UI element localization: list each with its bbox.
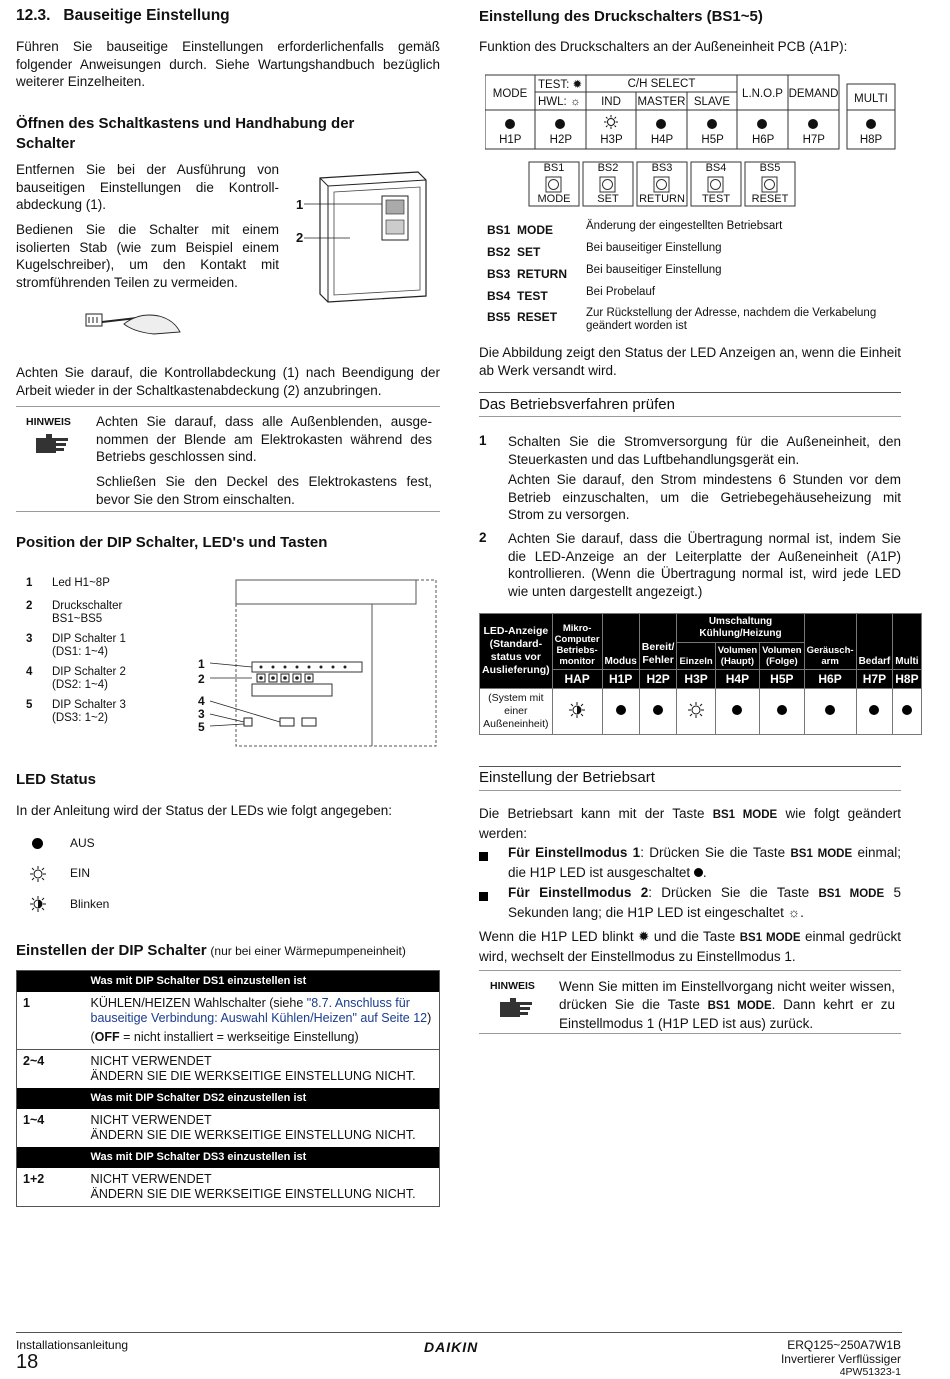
switch-label-demand: DEMAND [788, 88, 839, 100]
led-header-vol-folge: Volumen (Folge) [760, 643, 804, 670]
cross-reference-link[interactable]: "8.7. Anschluss für bauseitige Verbindung: Auswahl Kühlen/Heizen" auf Seite 12 [90, 996, 428, 1025]
led-row-label: (System mit einer Außeneinheit) [480, 689, 553, 735]
intro-paragraph: Führen Sie bauseitige Einstellungen erforderlichenfalls gemäß folgender Anweisungen durch. Siehe Wartungshandbuch bezüglich weiterer Einzelheiten. [16, 39, 440, 89]
list-item [487, 220, 901, 237]
heading-position: Position der DIP Schalter, LED's und Tasten [16, 534, 328, 551]
board-label: 5 [198, 720, 205, 734]
list-item [26, 600, 206, 626]
step-2-text: Achten Sie darauf, dass die Übertragung normal ist, indem Sie die LED-Anzeige an der Leiterplatte der Außeneinheit (A1P) kontrollieren. (Wenn die Übertragung normal ist, wird jede LED wie unten dargestellt angezeigt.) [508, 531, 901, 599]
heading-dip [16, 942, 440, 959]
table-row [17, 1168, 440, 1207]
dip-header-ds1: Was mit DIP Schalter DS1 einzustellen ist [85, 971, 440, 993]
led-off-icon [639, 689, 677, 735]
bs-button-row [529, 162, 799, 208]
switch-label-master: MASTER [637, 96, 686, 108]
led-off-icon [760, 689, 804, 735]
led-header-mikro: Mikro-Computer Betriebs-monitor [552, 614, 602, 670]
push-button-label: BS1 [543, 162, 565, 174]
led-code-h8p: H8P [859, 134, 883, 146]
board-label: 2 [198, 672, 205, 686]
switch-label-chselect: C/H SELECT [627, 78, 696, 90]
button-description: Bei bauseitiger Einstellung [586, 264, 722, 276]
button-key: BS5 RESET [487, 310, 558, 324]
led-code: H1P [499, 134, 522, 146]
button-description: Zur Rückstellung der Adresse, nachdem die Verkabelung geändert worden ist [586, 307, 877, 332]
list-item [26, 699, 206, 725]
open-paragraph-2: Bedienen Sie die Schalter mit einem isolierten Stab (wie zum Beispiel einem Kugelschreiber), um den Kontakt mit stromführenden Teilen zu vermeiden. [16, 222, 279, 290]
list-text: Led H1~8P [52, 577, 110, 589]
position-list [26, 577, 206, 732]
push-button-label: SET [597, 193, 619, 205]
divider [479, 416, 901, 417]
led-blink-icon: ✹ [572, 79, 583, 91]
heading-druckschalter: Einstellung des Druckschalters (BS1~5) [479, 8, 763, 25]
heading-betriebsart: Einstellung der Betriebsart [479, 769, 655, 786]
step-number: 1 [479, 433, 487, 448]
bs-after-paragraph: Die Abbildung zeigt den Status der LED Anzeigen an, wenn die Einheit ab Werk versandt wird. [479, 345, 901, 378]
divider [16, 406, 440, 407]
led-code-row [485, 134, 839, 146]
dip-description: NICHT VERWENDET ÄNDERN SIE DIE WERKSEITIGE EINSTELLUNG NICHT. [85, 1050, 440, 1089]
heading-pruefen: Das Betriebsverfahren prüfen [479, 396, 675, 413]
footer-doc-type: Installationsanleitung [16, 1338, 129, 1352]
button-key: BS3 RETURN [487, 267, 568, 281]
bullet-icon [479, 849, 488, 864]
led-off-icon [856, 689, 893, 735]
table-row [17, 1050, 440, 1089]
dip-description: NICHT VERWENDET ÄNDERN SIE DIE WERKSEITIGE EINSTELLUNG NICHT. [90, 1172, 416, 1201]
led-off-icon [694, 868, 703, 877]
section-number: 12.3. [16, 7, 51, 24]
led-header-bereit: Bereit/ Fehler [639, 614, 677, 670]
betriebsart-bullet-2: Für Einstellmodus 2: Drücken Sie die Taste BS1 MODE 5 Sekunden lang; die H1P LED ist eingeschaltet ☼. [508, 885, 901, 920]
board-diagram [196, 578, 440, 748]
list-item [26, 577, 206, 590]
switch-label-multi: MULTI [854, 93, 888, 105]
led-on-icon: ☼ [787, 904, 801, 920]
dip-table-header [17, 1088, 440, 1109]
footer-doc-id: 4PW51323-1 [839, 1366, 901, 1378]
led-header-group: Umschaltung Kühlung/Heizung [677, 614, 804, 643]
led-off-icon [32, 837, 43, 852]
led-off-icon [893, 689, 921, 735]
led-on-icon: ☼ [569, 96, 581, 108]
dip-number: 1 [23, 996, 30, 1010]
step-1-note: Achten Sie darauf, den Strom mindestens 6 Stunden vor dem Betrieb einzuschalten, um die Getriebegehäuseheizung mit Strom zu versorgen. [508, 472, 901, 522]
button-description: Bei Probelauf [586, 286, 656, 298]
heading-open-switchbox: Öffnen des Schaltkastens und Handhabung der Schalter [16, 115, 355, 152]
led-status-intro: In der Anleitung wird der Status der LEDs wie folgt angegeben: [16, 803, 392, 818]
led-state-label: EIN [70, 866, 91, 880]
open-paragraph-1: Entfernen Sie bei der Ausführung von bauseitigen Einstellungen die Kontroll-abdeckung (1). [16, 162, 279, 212]
dip-description: NICHT VERWENDET ÄNDERN SIE DIE WERKSEITIGE EINSTELLUNG NICHT. [90, 1113, 416, 1142]
list-text: DIP Schalter 2 (DS2: 1~4) [52, 666, 126, 691]
led-code: H3P [600, 134, 623, 146]
push-button-label: MODE [537, 193, 571, 205]
list-item [487, 264, 901, 281]
switch-label-ind: IND [601, 96, 621, 108]
button-key: BS2 SET [487, 245, 541, 259]
bullet-icon [479, 889, 488, 904]
led-code: H6P [804, 670, 856, 689]
led-code: HAP [552, 670, 602, 689]
divider [16, 511, 440, 512]
heading-dip-title: Einstellen der DIP Schalter [16, 942, 207, 959]
push-button-label: BS3 [651, 162, 673, 174]
dip-number: 1~4 [23, 1113, 45, 1127]
betriebsart-after: Wenn die H1P LED blinkt ✹ und die Taste BS1 MODE einmal gedrückt wird, wechselt der Einstellmodus zu Einstellmodus 1. [479, 929, 901, 964]
led-code: H4P [715, 670, 759, 689]
divider [479, 1033, 901, 1034]
led-header-bedarf: Bedarf [856, 614, 893, 670]
switch-label-test: TEST: ✹ [538, 79, 583, 91]
list-number: 5 [26, 699, 33, 711]
board-label: 4 [198, 694, 205, 708]
push-button-label: RETURN [639, 193, 685, 205]
dip-table-header [17, 1147, 440, 1168]
board-label: 3 [198, 707, 205, 721]
switchbox-figure [290, 168, 440, 308]
list-item [487, 286, 901, 303]
led-status-table [479, 613, 922, 735]
daikin-logo: DAIKIN [424, 1339, 479, 1355]
led-off-icon [602, 689, 639, 735]
led-header-multi: Multi [893, 614, 921, 670]
push-button-label: BS5 [759, 162, 781, 174]
after-figure-paragraph: Achten Sie darauf, die Kontrollabdeckung (1) nach Beendigung der Arbeit wieder in der Schaltkastenabdeckung (2) anzubringen. [16, 365, 440, 398]
led-state-label: AUS [70, 836, 95, 850]
led-off-icon [804, 689, 856, 735]
heading-dip-note: (nur bei einer Wärmepumpeneinheit) [210, 944, 406, 958]
hinweis-label: HINWEIS [26, 416, 71, 428]
pen-figure [84, 302, 184, 342]
switch-label-mode: MODE [492, 88, 528, 100]
push-button-label: BS4 [705, 162, 727, 174]
table-header-row [480, 614, 922, 643]
button-description: Bei bauseitiger Einstellung [586, 242, 722, 254]
led-code: H7P [802, 134, 825, 146]
list-number: 1 [26, 577, 33, 589]
table-row [17, 1109, 440, 1147]
table-row [480, 689, 922, 735]
betriebsart-intro: Die Betriebsart kann mit der Taste BS1 MODE wie folgt geändert werden: [479, 806, 901, 841]
led-code: H3P [677, 670, 715, 689]
hinweis-label: HINWEIS [490, 980, 535, 992]
dip-table-header [17, 971, 440, 993]
led-off-icon [715, 689, 759, 735]
led-code: H2P [549, 134, 573, 146]
divider [479, 392, 901, 393]
button-key: BS1 MODE [487, 223, 554, 237]
heading-led-status: LED Status [16, 771, 97, 788]
led-blink-icon: ✹ [638, 929, 650, 944]
list-text: DIP Schalter 3 (DS3: 1~2) [52, 699, 126, 724]
hinweis-paragraph-1: Achten Sie darauf, dass alle Außenblenden, ausge-nommen der Blende am Elektrokasten während des Betriebs geschlossen sind. [96, 414, 432, 464]
board-label: 1 [198, 657, 205, 671]
list-item [487, 307, 901, 333]
push-button-label: TEST [701, 193, 731, 205]
list-number: 3 [26, 633, 33, 645]
footer-divider [16, 1332, 902, 1333]
led-state-label: Blinken [70, 897, 110, 911]
led-code: H1P [602, 670, 639, 689]
push-button-label: RESET [751, 193, 789, 205]
button-key: BS4 TEST [487, 289, 548, 303]
section-heading [16, 6, 440, 26]
led-header-modus: Modus [602, 614, 639, 670]
dip-switch-table [16, 970, 440, 1207]
hinweis-paragraph: Wenn Sie mitten im Einstellvorgang nicht weiter wissen, drücken Sie die Taste BS1 MODE. Dann kehrt er zu Einstellmodus 1 (H1P LED ist aus) zurück. [559, 979, 895, 1031]
list-text: Druckschalter BS1~BS5 [52, 600, 123, 625]
switch-label-hwl: HWL: ☼ [538, 96, 581, 108]
list-item [26, 633, 206, 659]
led-code: H4P [650, 134, 674, 146]
led-header-geraeusch: Geräusch-arm [804, 614, 856, 670]
led-header-label: LED-Anzeige (Standard-status vor Auslieferung) [480, 614, 553, 689]
pointing-hand-icon [498, 996, 534, 1021]
dip-header-ds3: Was mit DIP Schalter DS3 einzustellen ist [85, 1147, 440, 1168]
page-number: 18 [16, 1351, 39, 1373]
betriebsart-bullet-1: Für Einstellmodus 1: Drücken Sie die Taste BS1 MODE einmal; die H1P LED ist ausgeschaltet . [508, 845, 901, 880]
led-header-vol-haupt: Volumen (Haupt) [715, 643, 759, 670]
divider [479, 766, 901, 767]
footer-model: ERQ125~250A7W1B [787, 1338, 901, 1352]
step-1-text: Schalten Sie die Stromversorgung für die Außeneinheit, den Steuerkasten und das Luftbehandlungsgerät ein. [508, 434, 901, 467]
table-row [17, 992, 440, 1050]
dip-description: KÜHLEN/HEIZEN Wahlschalter (siehe "8.7. Anschluss für bauseitige Verbindung: Auswahl Kühlen/Heizen" auf Seite 12) (OFF = nicht installiert = werkseitige Einstellung) [90, 996, 432, 1044]
push-button-label: BS2 [597, 162, 619, 174]
footer-product: Invertierer Verflüssiger [780, 1352, 901, 1366]
hinweis-paragraph-2: Schließen Sie den Deckel des Elektrokastens fest, bevor Sie den Strom einschalten. [96, 474, 432, 507]
led-code: H6P [751, 134, 775, 146]
led-code: H5P [701, 134, 724, 146]
led-code: H5P [760, 670, 804, 689]
druck-intro: Funktion des Druckschalters an der Außeneinheit PCB (A1P): [479, 39, 848, 54]
switch-label-lnop: L.N.O.P [742, 88, 783, 100]
led-on-icon [30, 866, 46, 885]
dip-number: 1+2 [23, 1172, 45, 1186]
divider [479, 970, 901, 971]
figure-label-1: 1 [296, 197, 304, 212]
figure-label-2: 2 [296, 230, 304, 245]
led-code: H2P [639, 670, 677, 689]
dip-number: 2~4 [17, 1050, 85, 1089]
switch-label-slave: SLAVE [693, 96, 731, 108]
section-title: Bauseitige Einstellung [63, 7, 230, 24]
led-header-einzeln: Einzeln [677, 643, 715, 670]
list-number: 4 [26, 666, 33, 678]
led-code: H7P [856, 670, 893, 689]
dip-header-ds2: Was mit DIP Schalter DS2 einzustellen ist [85, 1088, 440, 1109]
divider [479, 790, 901, 791]
button-description: Änderung der eingestellten Betriebsart [586, 220, 783, 232]
list-item [26, 666, 206, 692]
pointing-hand-icon [34, 432, 70, 457]
list-text: DIP Schalter 1 (DS1: 1~4) [52, 633, 126, 658]
list-number: 2 [26, 600, 33, 612]
step-number: 2 [479, 530, 487, 545]
led-on-icon [677, 689, 715, 735]
led-blink-icon [30, 896, 46, 915]
list-item [487, 242, 901, 259]
led-blink-icon [552, 689, 602, 735]
led-code: H8P [893, 670, 921, 689]
